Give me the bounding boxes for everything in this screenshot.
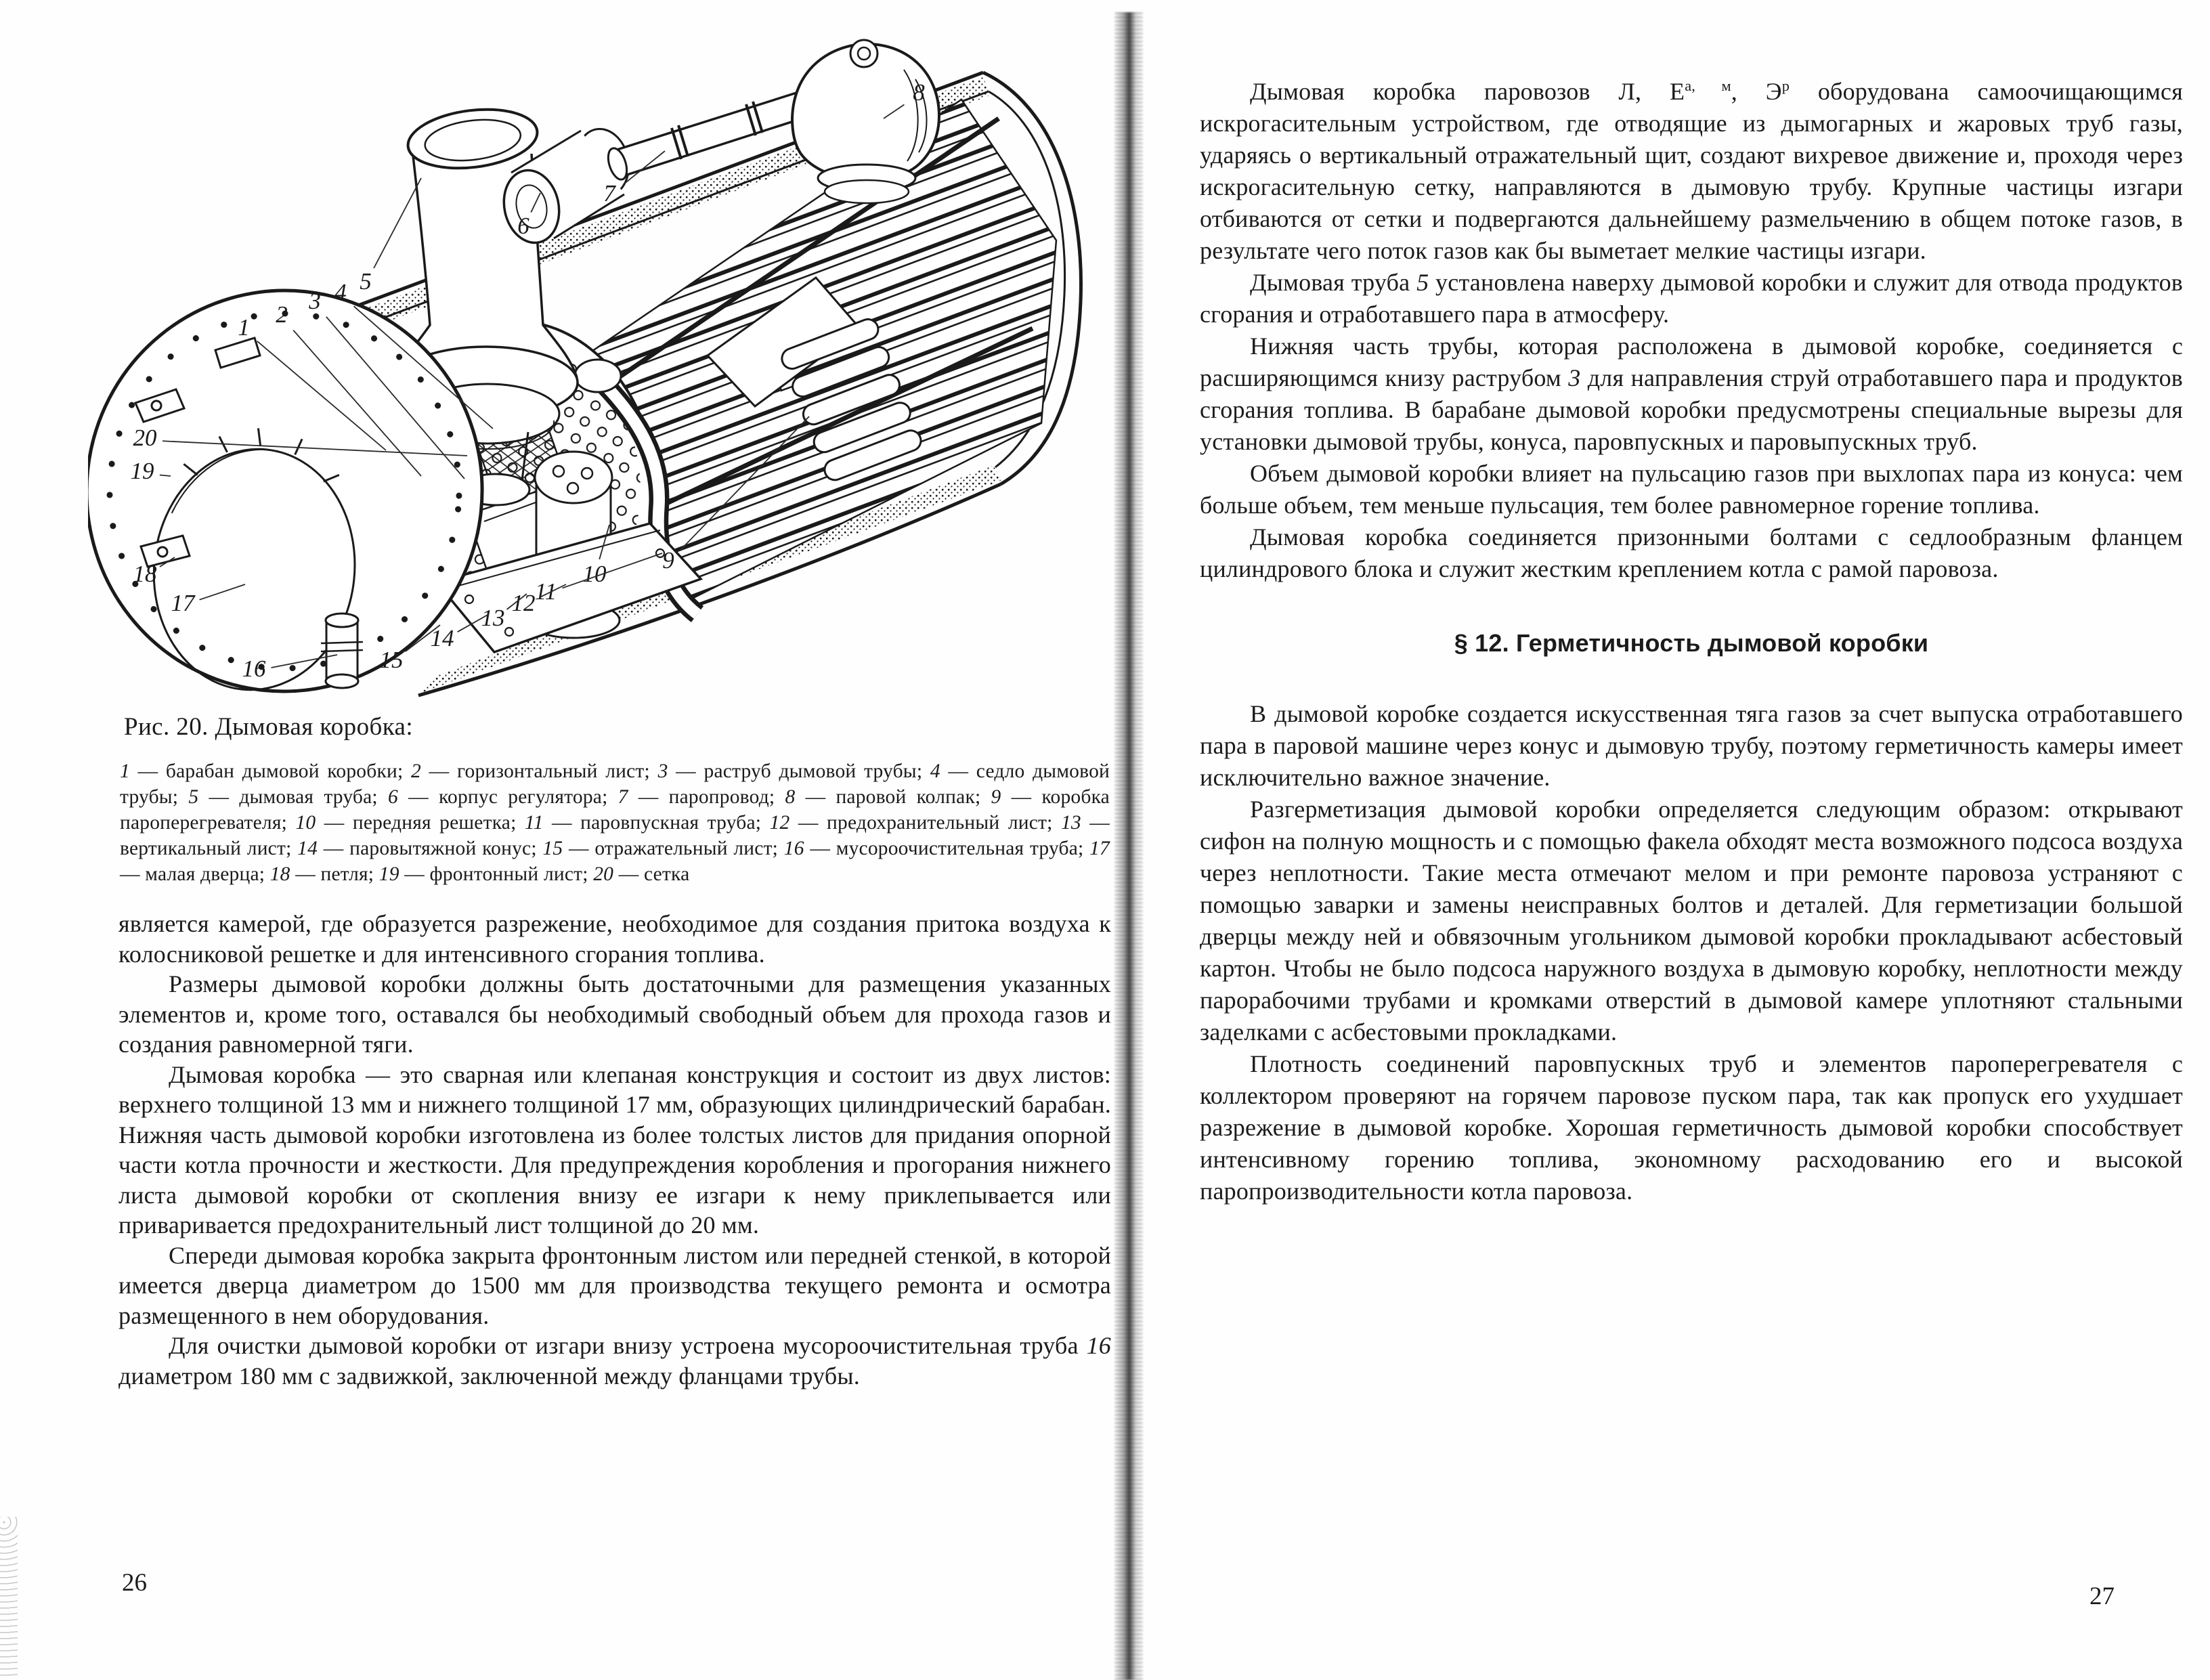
paragraph: Для очистки дымовой коробки от изгари внизу устроена мусороочистительная труба 16 диаметром 180 мм с задвижкой, заключенной между фланцами трубы.	[118, 1332, 1111, 1390]
callout-number: 20	[133, 425, 157, 452]
callout-number: 11	[534, 578, 557, 605]
callout-number: 16	[242, 655, 266, 683]
callout-number: 15	[379, 647, 404, 674]
paragraph: Нижняя часть трубы, которая расположена в дымовой коробке, соединяется с расширяющимся книзу раструбом 3 для направления струй отработавшего пара и продуктов сгорания топлива. В барабане дымовой коробки предусмотрены специальные вырезы для установки дымовой трубы, конуса, паровпускных и паровыпускных труб.	[1200, 332, 2183, 455]
legend-item: 3 — раструб дымовой трубы;	[657, 760, 930, 782]
soot-pipe	[321, 613, 363, 688]
paragraph: Размеры дымовой коробки должны быть достаточными для размещения указанных элементов и, кроме того, оставался бы необходимый свободный объем для прохода газов и создания равномерной тяги.	[118, 970, 1111, 1058]
legend-item: 1 — барабан дымовой коробки;	[120, 760, 412, 782]
scan-noise	[0, 1517, 18, 1680]
legend-item: 9 — коробка пароперегревателя;	[120, 786, 1110, 834]
paragraph: Дымовая труба 5 установлена наверху дымовой коробки и служит для отвода продуктов сгорания и отработавшего пара в атмосферу.	[1200, 269, 2184, 328]
page-number-left: 26	[122, 1569, 147, 1597]
legend-item: 15 — отражательный лист;	[542, 838, 784, 859]
gutter-shadow	[1114, 12, 1143, 1680]
paragraph: Дымовая коробка паровозов Л, $Е^{а, м}$, $Э^р$ оборудована самоочищающимся искрогасительным устройством, где отводящие из дымогарных и жаровых труб газы, ударяясь о вертикальный отражательный щит, создают вихревое движение и, проходя через искрогасительную сетку, направляются в дымовую трубу. Крупные частицы изгари отбиваются от сетки и подвергаются дальнейшему размельчению в общем потоке газов, в результате чего поток газов как бы выметает мелкие частицы изгари.	[1200, 77, 2183, 264]
legend-item: 10 — передняя решетка;	[295, 812, 525, 834]
legend-item: 14 — паровытяжной конус;	[297, 838, 543, 859]
callout-leader	[374, 178, 421, 268]
callout-number: 5	[360, 268, 372, 295]
legend-item: 4 — седло дымовой трубы;	[120, 760, 1110, 808]
page-number-right: 27	[2089, 1582, 2115, 1610]
legend-item: 2 — горизонтальный лист;	[411, 760, 658, 782]
callout-number: 8	[913, 79, 925, 106]
legend-item: 8 — паровой колпак;	[785, 786, 991, 808]
paragraph: Разгерметизация дымовой коробки определяется следующим образом: открывают сифон на полную мощность и с помощью факела обходят места возможного подсоса воздуха через неплотности. Такие места отмечают мелом и при ремонте паровоза устраняют с помощью заварки и замены неисправных болтов и деталей. Для герметизации большой дверцы между ней и обвязочным угольником дымовой коробки прокладывают асбестовый картон. Чтобы не было подсоса наружного воздуха в дымовую коробку, неплотности между парорабочими трубами и кромками отверстий в дымовой камере уплотняют стальными заделками с асбестовыми прокладками.	[1200, 796, 2183, 1046]
legend-item: 6 — корпус регулятора;	[387, 786, 618, 808]
legend-item: 19 — фронтонный лист;	[378, 863, 594, 885]
paragraph: Спереди дымовая коробка закрыта фронтонным листом или передней стенкой, в которой имеется дверца диаметром до 1500 мм для производства текущего ремонта и осмотра размещенного в нем оборудования.	[118, 1241, 1111, 1329]
callout-number: 4	[334, 279, 347, 306]
legend-item: 16 — мусороочистительная труба;	[783, 838, 1090, 859]
paragraph: Объем дымовой коробки влияет на пульсацию газов при выхлопах пара из конуса: чем больше объем, тем меньше пульсация, тем более равномерное горение топлива.	[1200, 460, 2183, 519]
figure-smokebox	[88, 37, 1110, 704]
callout-number: 3	[309, 288, 321, 315]
callout-number: 17	[171, 590, 195, 617]
legend-item: 5 — дымовая труба;	[188, 786, 388, 808]
paragraph: Плотность соединений паровпускных труб и элементов пароперегревателя с коллектором проверяют на горячем паровозе пуском пара, так как пропуск его ухудшает разрежение в дымовой коробке. Хорошая герметичность дымовой коробки способствует интенсивному горению топлива, экономному расходованию его и высокой паропроизводительности котла паровоза.	[1200, 1050, 2183, 1205]
callout-number: 10	[582, 561, 607, 588]
callout-number: 6	[517, 213, 529, 240]
paragraph: является камерой, где образуется разрежение, необходимое для создания притока воздуха к колосниковой решетке и для интенсивного сгорания топлива.	[118, 910, 1111, 968]
legend-item: 7 — паропровод;	[618, 786, 785, 808]
callout-number: 1	[238, 314, 250, 341]
callout-number: 18	[133, 561, 157, 588]
legend-item: 17 — малая дверца;	[120, 838, 1110, 885]
left-page-text	[118, 909, 1111, 1391]
callout-number: 14	[430, 625, 454, 652]
callout-number: 2	[276, 301, 288, 328]
figure-caption: Рис. 20. Дымовая коробка:	[124, 713, 414, 741]
legend-item: 20 — сетка	[593, 863, 690, 885]
callout-number: 13	[481, 605, 505, 632]
legend-item: 13 — вертикальный лист;	[120, 812, 1110, 859]
figure-legend	[120, 758, 1110, 887]
callout-number: 19	[130, 458, 154, 485]
paragraph: Дымовая коробка соединяется призонными болтами с седлообразным фланцем цилиндрового блока и служит жестким креплением котла с рамой паровоза.	[1200, 523, 2183, 582]
callout-number: 7	[603, 180, 615, 207]
paragraph: В дымовой коробке создается искусственная тяга газов за счет выпуска отработавшего пара в паровой машине через конус и дымовую трубу, поэтому герметичность камеры имеет исключительно важное значение.	[1200, 700, 2183, 791]
right-page-text	[1200, 76, 2183, 1207]
legend-item: 11 — паровпускная труба;	[524, 812, 770, 834]
legend-item: 12 — предохранительный лист;	[769, 812, 1061, 834]
smokebox-drawing	[88, 37, 1110, 704]
legend-item: 18 — петля;	[269, 863, 379, 885]
section-heading: § 12. Герметичность дымовой коробки	[1454, 629, 1929, 657]
callout-number: 9	[662, 547, 674, 574]
paragraph: Дымовая коробка — это сварная или клепаная конструкция и состоит из двух листов: верхнего толщиной 13 мм и нижнего толщиной 17 мм, образующих цилиндрический барабан. Нижняя часть дымовой коробки изготовлена из более толстых листов для придания опорной части котла прочности и жесткости. Для предупреждения коробления и прогорания нижнего листа дымовой коробки от скопления внизу ее изгари к нему приклепывается или приваривается предохранительный лист толщиной до 20 мм.	[118, 1060, 1111, 1239]
callout-number: 12	[511, 590, 536, 617]
